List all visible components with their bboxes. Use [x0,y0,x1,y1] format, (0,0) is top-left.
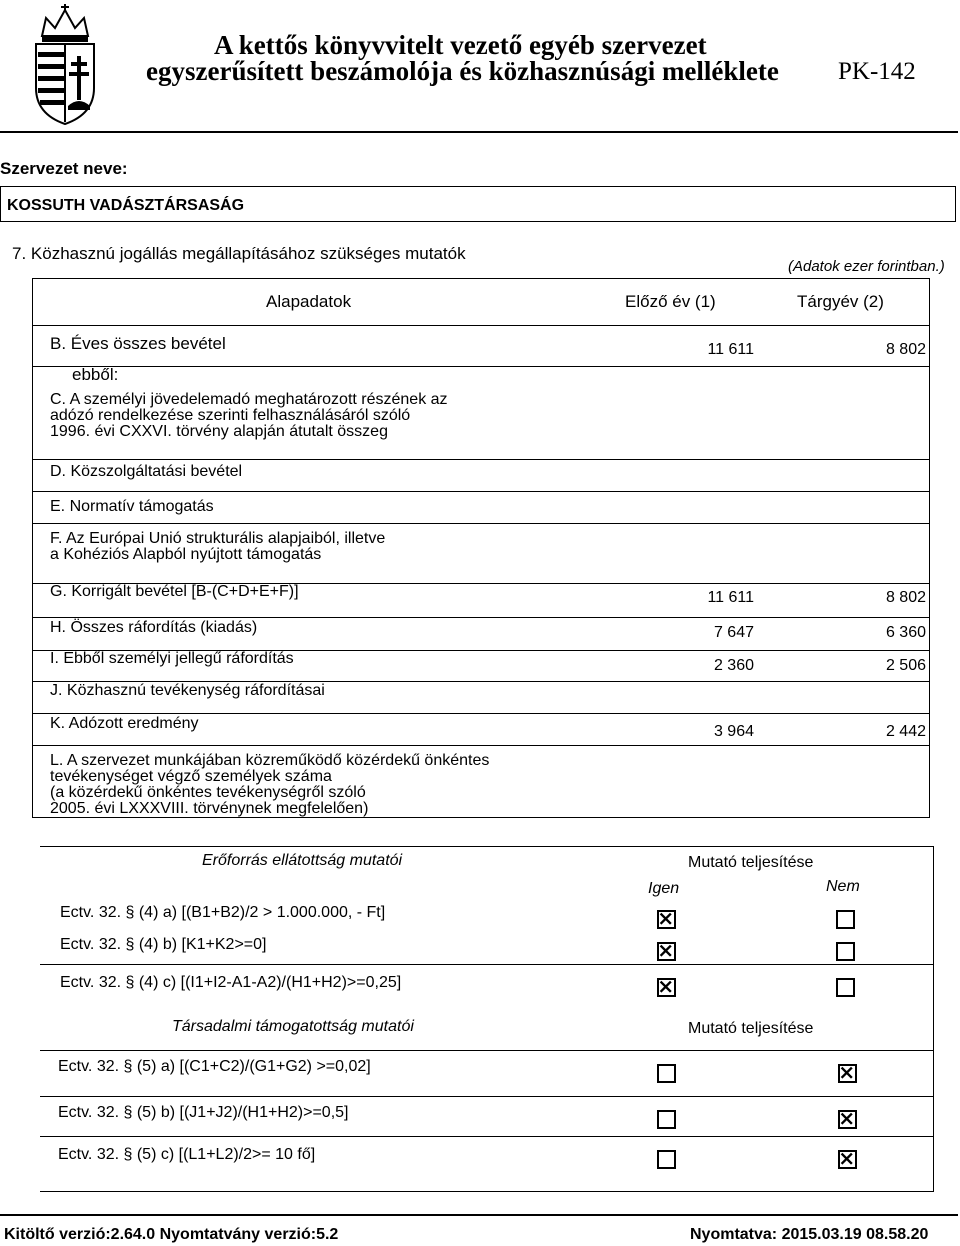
row-separator [32,491,930,492]
row-label: F. Az Európai Unió strukturális alapjaiból, illetve [50,530,386,547]
current-year-value: 2 506 [885,657,926,674]
prev-year-value: 2 360 [713,657,754,674]
indicator-label: Ectv. 32. § (4) b) [K1+K2>=0] [60,936,267,953]
indicator-row [60,904,385,922]
prev-year-value: 11 611 [707,589,754,606]
col-basic-data: Alapadatok [266,292,352,311]
row-separator [32,745,930,746]
indicator-label: Ectv. 32. § (5) b) [(J1+J2)/(H1+H2)>=0,5] [58,1104,349,1121]
footer-rule [0,1214,958,1216]
footer-printed: Nyomtatva: 2015.03.19 08.58.20 [690,1226,929,1243]
block-divider [40,1136,934,1137]
current-year-value: 8 802 [885,589,926,606]
block-right-border [933,1008,934,1192]
prev-year-value: 7 647 [713,624,754,641]
resource-indicators [40,846,934,1022]
no-column-label: Nem [826,878,860,895]
checkbox-no[interactable] [838,1110,857,1129]
row-label: C. A személyi jövedelemadó meghatározott részének az [50,391,448,408]
current-year-value: 2 442 [885,723,926,740]
row-label: 1996. évi CXXVI. törvény alapján átutalt összeg [50,423,388,440]
row-label: E. Normatív támogatás [50,498,214,515]
unit-note: (Adatok ezer forintban.) [788,258,945,275]
check-mark-icon [659,980,674,995]
table-left-border [32,278,33,818]
row-label: a Kohéziós Alapból nyújtott támogatás [50,546,322,563]
form-title-line2: egyszerűsített beszámolója és közhasznúsági melléklete [146,56,779,86]
checkbox-yes[interactable] [657,1064,676,1083]
fulfilment-heading: Mutató teljesítése [688,854,814,871]
yes-column-label: Igen [648,880,680,897]
current-year-value: 6 360 [885,624,926,641]
check-mark-icon [840,1112,855,1127]
checkbox-yes[interactable] [657,1110,676,1129]
checkbox-no[interactable] [836,942,855,961]
indicator-label: Ectv. 32. § (5) c) [(L1+L2)/2>= 10 fő] [58,1146,316,1163]
checkbox-yes[interactable] [657,978,676,997]
fulfilment-heading: Mutató teljesítése [688,1020,814,1037]
checkbox-no[interactable] [838,1064,857,1083]
block-divider [40,1050,934,1051]
row-label: tevékenységet végző személyek száma [50,768,332,785]
check-mark-icon [840,1152,855,1167]
form-title-line1: A kettős könyvvitelt vezető egyéb szervezet [214,30,707,60]
check-mark-icon [840,1066,855,1081]
social-indicators [40,1008,934,1192]
row-label: B. Éves összes bevétel [50,334,226,353]
check-mark-icon [659,944,674,959]
row-separator [32,523,930,524]
check-mark-icon [659,912,674,927]
indicator-label: Ectv. 32. § (4) c) [(I1+I2-A1-A2)/(H1+H2)>=0,25] [60,974,402,991]
table-right-border [929,278,930,818]
row-label: ebből: [72,365,119,384]
social-heading: Társadalmi támogatottság mutatói [172,1018,414,1035]
row-label: I. Ebből személyi jellegű ráfordítás [50,650,294,667]
resource-heading: Erőforrás ellátottság mutatói [202,852,403,869]
org-name-label: Szervezet neve: [0,159,128,178]
footer-version: Kitöltő verzió:2.64.0 Nyomtatvány verzió:5.2 [4,1226,339,1243]
row-label: K. Adózott eredmény [50,715,199,732]
current-year-value: 8 802 [885,341,926,358]
table-header-rule [32,325,930,326]
row-label: D. Közszolgáltatási bevétel [50,463,243,480]
row-label: H. Összes ráfordítás (kiadás) [50,619,258,636]
indicator-row [60,936,266,954]
checkbox-no[interactable] [838,1150,857,1169]
indicators-table [32,278,932,818]
prev-year-value: 11 611 [707,341,754,358]
col-current-year: Tárgyév (2) [797,292,884,311]
checkbox-no[interactable] [836,978,855,997]
row-separator [32,617,930,618]
block-divider [40,964,934,965]
indicator-label: Ectv. 32. § (5) a) [(C1+C2)/(G1+G2) >=0,02] [58,1058,371,1075]
indicator-row [60,974,401,992]
org-name-value: KOSSUTH VADÁSZTÁRSASÁG [7,197,245,214]
block-divider [40,1096,934,1097]
checkbox-yes[interactable] [657,910,676,929]
checkbox-no[interactable] [836,910,855,929]
row-label: (a közérdekű önkéntes tevékenységről szóló [50,784,366,801]
org-name-field [0,186,956,222]
block-right-border [933,846,934,1022]
checkbox-yes[interactable] [657,1150,676,1169]
header [0,0,960,132]
checkbox-yes[interactable] [657,942,676,961]
row-separator [32,366,930,367]
block-bottom-border [40,1191,934,1192]
row-label: adózó rendelkezése szerinti felhasználásáról szóló [50,407,411,424]
header-rule [0,131,958,133]
row-label: J. Közhasznú tevékenység ráfordításai [50,682,325,699]
row-separator [32,713,930,714]
footer [0,1208,960,1246]
row-separator [32,459,930,460]
table-top-border [32,278,930,279]
block-top-border [40,846,934,847]
form-code: PK-142 [838,58,916,85]
prev-year-value: 3 964 [713,723,754,740]
row-label: G. Korrigált bevétel [B-(C+D+E+F)] [50,583,299,600]
row-label: L. A szervezet munkájában közreműködő közérdekű önkéntes [50,752,490,769]
row-label: 2005. évi LXXXVIII. törvénynek megfelelően) [50,800,369,817]
col-prev-year: Előző év (1) [625,292,716,311]
indicator-label: Ectv. 32. § (4) a) [(B1+B2)/2 > 1.000.000, - Ft] [60,904,386,921]
section-title: 7. Közhasznú jogállás megállapításához szükséges mutatók [12,244,466,263]
crest-icon [22,2,108,126]
